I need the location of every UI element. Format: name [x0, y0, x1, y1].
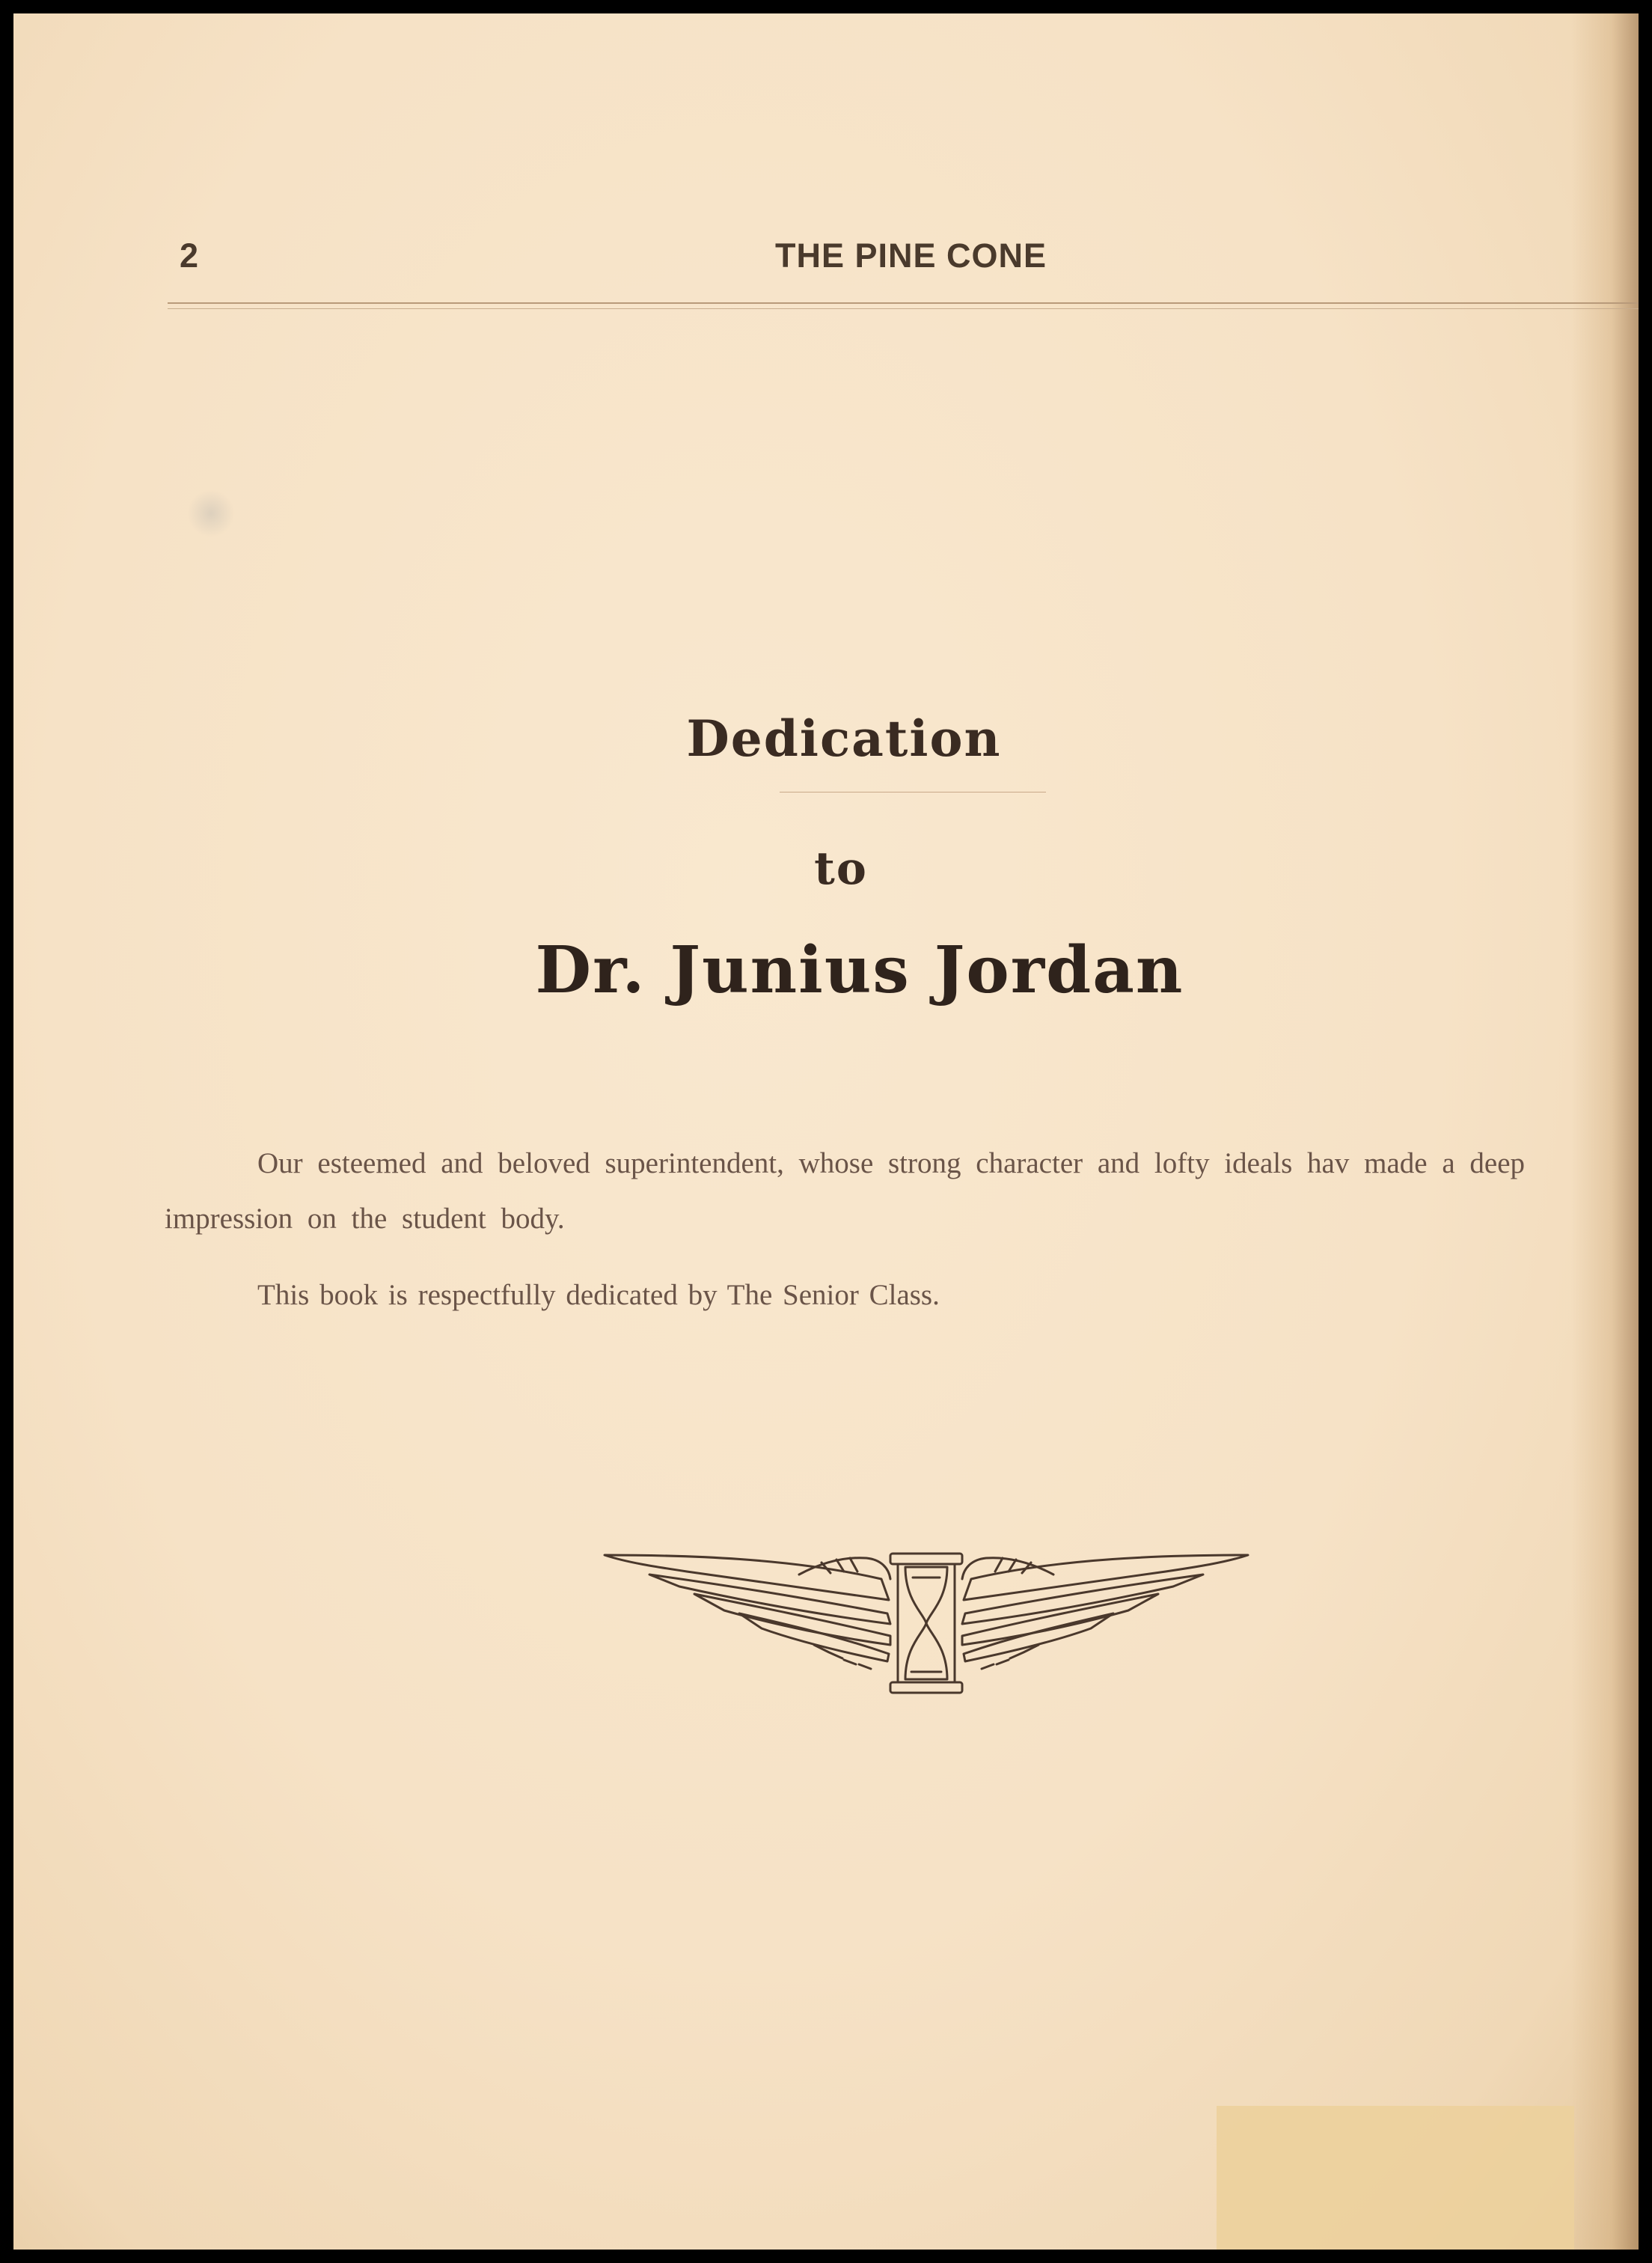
page-number: 2 [180, 236, 199, 275]
header-rule-secondary [168, 308, 1639, 309]
running-title: THE PINE CONE [775, 236, 1047, 275]
page-header [168, 230, 1639, 275]
yearbook-page [13, 13, 1639, 2250]
dedication-to: to [814, 843, 868, 895]
header-rule [168, 302, 1639, 304]
dedicatee-name: Dr. Junius Jordan [535, 932, 1184, 1008]
dedication-paragraph: Our esteemed and beloved superintendent, whose strong character and lofty ideals hav made a deep impression on the student body. [165, 1147, 1526, 1235]
dedication-heading: Dedication [686, 709, 1002, 768]
paper-stain [187, 489, 235, 537]
winged-hourglass-icon [597, 1533, 1255, 1697]
dedication-signature-line: This book is respectfully dedicated by The Senior Class. [257, 1279, 940, 1311]
page-gutter-shadow [1571, 13, 1639, 2250]
tape-patch [1217, 2106, 1574, 2250]
